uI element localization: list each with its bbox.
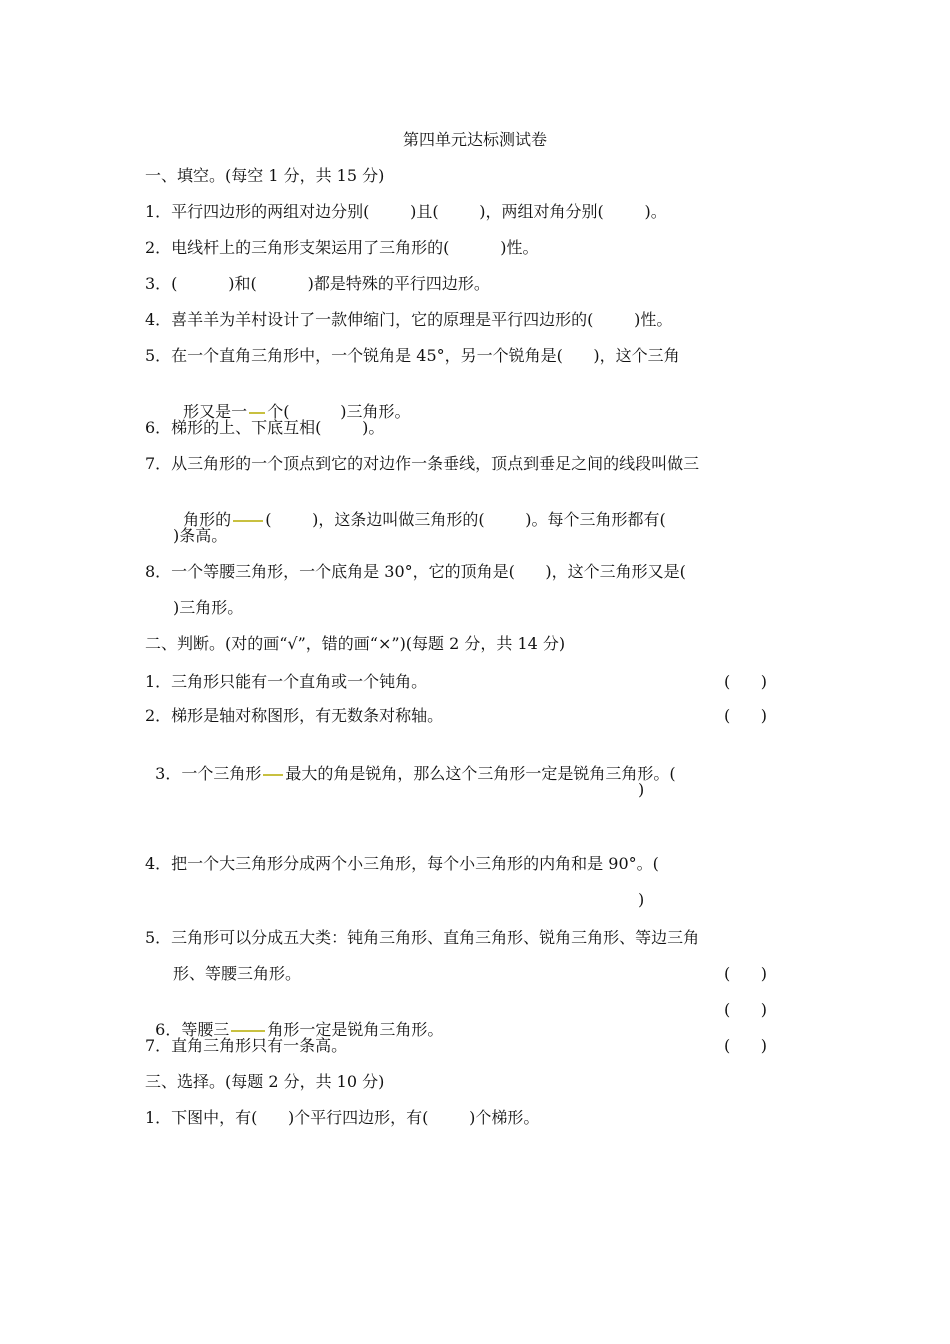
fill-q3: 3．( )和( )都是特殊的平行四边形。 — [145, 274, 490, 293]
judge-q3-line2: ) — [638, 780, 645, 799]
judge-q1: 1．三角形只能有一个直角或一个钝角。 — [145, 672, 428, 691]
section-3-heading: 三、选择。(每题 2 分，共 10 分) — [145, 1072, 385, 1091]
judge-q6 — [145, 1000, 443, 1040]
fill-q8-line2: )三角形。 — [173, 598, 244, 617]
judge-q5-line2: 形、等腰三角形。 — [173, 964, 302, 983]
judge-q3-text-a: 3．一个三角形 — [155, 764, 262, 783]
highlight-mark — [231, 1030, 265, 1032]
judge-q1-paren: ( ) — [724, 672, 767, 691]
page-title: 第四单元达标测试卷 — [402, 130, 547, 149]
fill-q2: 2．电线杆上的三角形支架运用了三角形的( )性。 — [145, 238, 539, 257]
judge-q6-text-b: 角形一定是锐角三角形。 — [267, 1020, 444, 1039]
judge-q4-line2: ) — [638, 890, 645, 909]
fill-q7-text-a: 角形的 — [183, 510, 232, 529]
fill-q5-text-b: 个( )三角形。 — [267, 402, 411, 421]
fill-q5-text-a: 形又是一 — [183, 402, 248, 421]
fill-q8-line1: 8．一个等腰三角形，一个底角是 30°，它的顶角是( )，这个三角形又是( — [145, 562, 686, 581]
fill-q5-line1: 5．在一个直角三角形中，一个锐角是 45°，另一个锐角是( )，这个三角 — [145, 346, 680, 365]
fill-q7-text-b: ( )，这条边叫做三角形的( )。每个三角形都有( — [265, 510, 666, 529]
judge-q2-paren: ( ) — [724, 706, 767, 725]
fill-q5-line2 — [173, 382, 411, 422]
highlight-mark — [249, 412, 265, 414]
highlight-mark — [233, 520, 263, 522]
judge-q5-line1: 5．三角形可以分成五大类：钝角三角形、直角三角形、锐角三角形、等边三角 — [145, 928, 700, 947]
judge-q3-line1 — [145, 744, 676, 784]
fill-q1: 1．平行四边形的两组对边分别( )且( )，两组对角分别( )。 — [145, 202, 667, 221]
judge-q2: 2．梯形是轴对称图形，有无数条对称轴。 — [145, 706, 444, 725]
fill-q7-line3: )条高。 — [173, 526, 228, 545]
judge-q7: 7．直角三角形只有一条高。 — [145, 1036, 348, 1055]
judge-q5-paren: ( ) — [724, 964, 767, 983]
judge-q4-line1: 4．把一个大三角形分成两个小三角形，每个小三角形的内角和是 90°。( — [145, 854, 659, 873]
choice-q1: 1．下图中，有( )个平行四边形，有( )个梯形。 — [145, 1108, 540, 1127]
judge-q6-paren: ( ) — [724, 1000, 767, 1019]
fill-q4: 4．喜羊羊为羊村设计了一款伸缩门，它的原理是平行四边形的( )性。 — [145, 310, 673, 329]
judge-q6-text-a: 6．等腰三 — [155, 1020, 230, 1039]
section-2-heading: 二、判断。(对的画“√”，错的画“×”)(每题 2 分，共 14 分) — [145, 634, 566, 653]
highlight-mark — [263, 774, 283, 776]
judge-q7-paren: ( ) — [724, 1036, 767, 1055]
section-1-heading: 一、填空。(每空 1 分，共 15 分) — [145, 166, 385, 185]
fill-q7-line1: 7．从三角形的一个顶点到它的对边作一条垂线，顶点到垂足之间的线段叫做三 — [145, 454, 700, 473]
fill-q7-line2 — [173, 490, 666, 530]
judge-q3-text-b: 最大的角是锐角，那么这个三角形一定是锐角三角形。( — [285, 764, 676, 783]
fill-q6: 6．梯形的上、下底互相( )。 — [145, 418, 385, 437]
